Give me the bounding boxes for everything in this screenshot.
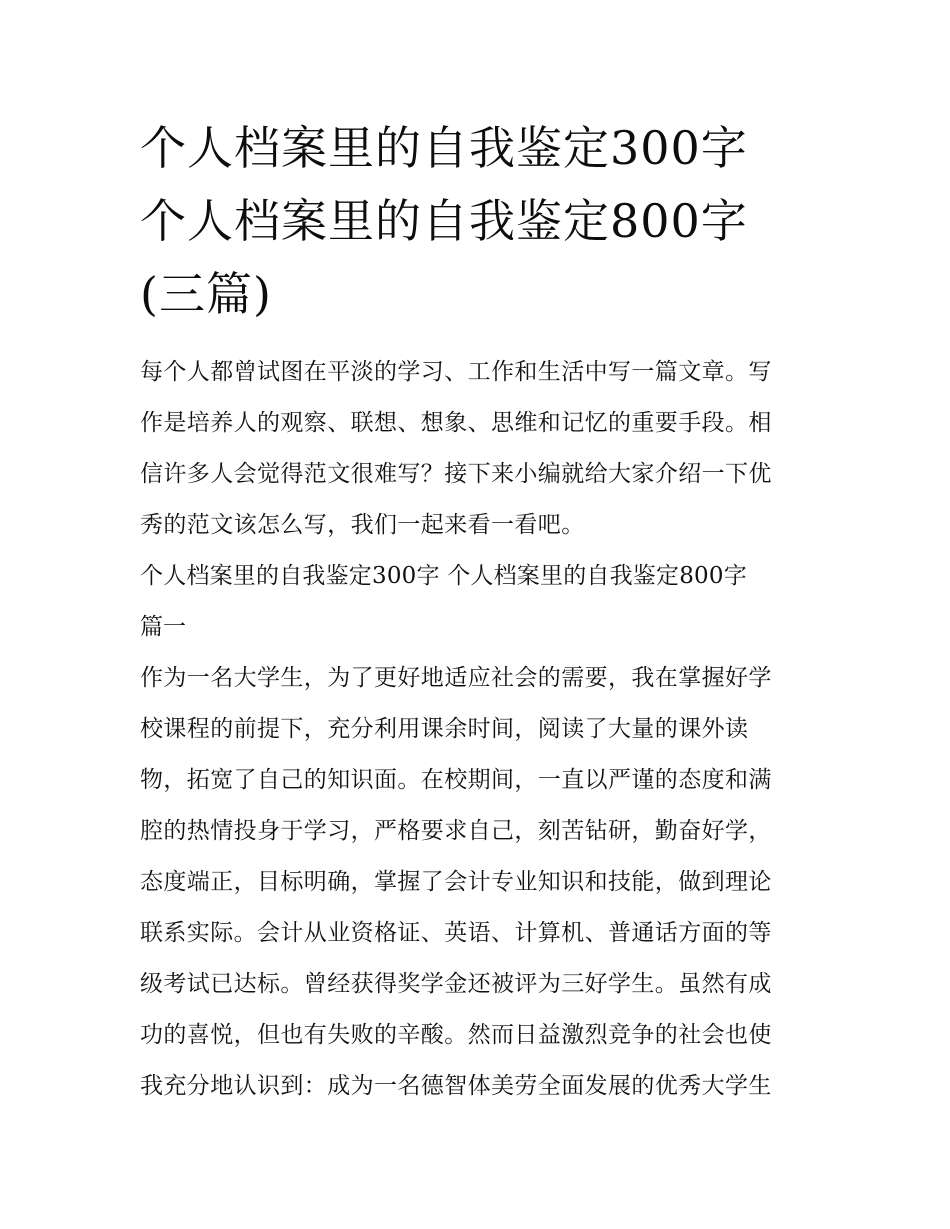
intro-line: 每个人都曾试图在平淡的学习、工作和生活中写一篇文章。写 — [140, 359, 772, 385]
document-title — [140, 112, 814, 331]
section-line: 功的喜悦，但也有失败的辛酸。然而日益激烈竞争的社会也使 — [140, 1022, 772, 1048]
section-line: 腔的热情投身于学习，严格要求自己，刻苦钻研，勤奋好学， — [140, 818, 772, 844]
title-line-2: 个人档案里的自我鉴定800字 — [140, 194, 748, 248]
section-label: 篇一 — [140, 614, 186, 640]
section-line: 物，拓宽了自己的知识面。在校期间，一直以严谨的态度和满 — [140, 767, 772, 793]
section-paragraph — [140, 653, 814, 1112]
intro-line: 作是培养人的观察、联想、想象、思维和记忆的重要手段。相 — [140, 410, 772, 436]
title-line-1: 个人档案里的自我鉴定300字 — [140, 121, 748, 175]
intro-line: 信许多人会觉得范文很难写？接下来小编就给大家介绍一下优 — [140, 461, 772, 487]
section-line: 校课程的前提下，充分利用课余时间，阅读了大量的课外读 — [140, 716, 749, 742]
document-body — [140, 347, 814, 1112]
section-line: 态度端正，目标明确，掌握了会计专业知识和技能，做到理论 — [140, 869, 772, 895]
intro-paragraph — [140, 347, 814, 551]
document-content — [140, 112, 814, 1112]
section-line: 我充分地认识到：成为一名德智体美劳全面发展的优秀大学生 — [140, 1073, 772, 1099]
intro-line: 秀的范文该怎么写，我们一起来看一看吧。 — [140, 512, 585, 538]
title-line-3: (三篇) — [140, 267, 272, 321]
section-line: 联系实际。会计从业资格证、英语、计算机、普通话方面的等 — [140, 920, 772, 946]
subheading: 个人档案里的自我鉴定300字 个人档案里的自我鉴定800字 — [140, 563, 747, 589]
section-line: 级考试已达标。曾经获得奖学金还被评为三好学生。虽然有成 — [140, 971, 772, 997]
section-line: 作为一名大学生，为了更好地适应社会的需要，我在掌握好学 — [140, 665, 772, 691]
